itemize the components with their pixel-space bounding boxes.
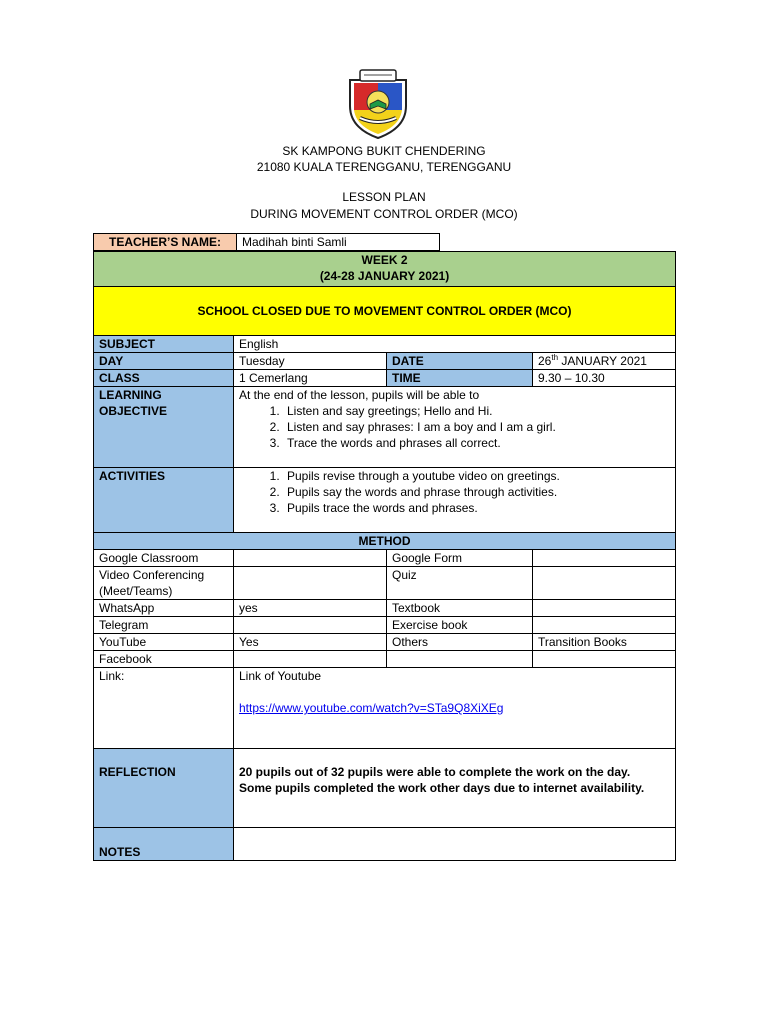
method-name: Google Classroom — [94, 550, 234, 567]
method-value — [533, 550, 676, 567]
doc-title: LESSON PLAN — [342, 190, 426, 204]
objective-content — [234, 387, 676, 468]
reflection-label: REFLECTION — [94, 749, 234, 828]
subject-label: SUBJECT — [94, 336, 234, 353]
objective-label — [94, 387, 234, 468]
week-cell — [94, 252, 676, 287]
method-row — [94, 600, 676, 617]
method-value: Transition Books — [533, 634, 676, 651]
method-value — [234, 617, 387, 634]
week-title: WEEK 2 — [361, 253, 408, 267]
notice-cell: SCHOOL CLOSED DUE TO MOVEMENT CONTROL ORDER (MCO) — [94, 287, 676, 336]
link-content — [234, 668, 676, 749]
school-crest-logo — [346, 66, 410, 140]
objective-item: 2. Listen and say phrases: I am a boy and I am a girl. — [283, 419, 670, 435]
class-label: CLASS — [94, 370, 234, 387]
method-value — [533, 617, 676, 634]
activity-item: 1. Pupils revise through a youtube video on greetings. — [283, 468, 670, 484]
method-row — [94, 651, 676, 668]
day-label: DAY — [94, 353, 234, 370]
method-value: Yes — [234, 634, 387, 651]
school-address: 21080 KUALA TERENGGANU, TERENGGANU — [256, 160, 512, 174]
link-title: Link of Youtube — [239, 669, 322, 683]
link-label: Link: — [94, 668, 234, 749]
objective-item: 3. Trace the words and phrases all correct. — [283, 435, 670, 451]
method-name: Telegram — [94, 617, 234, 634]
method-name: Exercise book — [387, 617, 533, 634]
method-row — [94, 617, 676, 634]
teacher-name-table — [93, 233, 440, 251]
reflection-row — [94, 749, 676, 828]
method-value — [234, 651, 387, 668]
method-value — [533, 600, 676, 617]
method-name: Others — [387, 634, 533, 651]
notice-row — [94, 287, 676, 336]
method-name: WhatsApp — [94, 600, 234, 617]
youtube-link[interactable]: https://www.youtube.com/watch?v=STa9Q8XiXEg — [239, 701, 504, 715]
activities-content — [234, 468, 676, 533]
school-name: SK KAMPONG BUKIT CHENDERING — [282, 144, 486, 158]
doc-subtitle: DURING MOVEMENT CONTROL ORDER (MCO) — [250, 207, 518, 221]
method-header-row — [94, 533, 676, 550]
activities-list — [239, 468, 670, 516]
subject-row — [94, 336, 676, 353]
method-row — [94, 634, 676, 651]
objective-label-line2: OBJECTIVE — [99, 404, 168, 418]
teacher-name-value: Madihah binti Samli — [237, 234, 440, 251]
method-value — [533, 651, 676, 668]
method-value: yes — [234, 600, 387, 617]
time-value: 9.30 – 10.30 — [533, 370, 676, 387]
method-name: Video Conferencing (Meet/Teams) — [94, 567, 234, 600]
reflection-line: 20 pupils out of 32 pupils were able to complete the work on the day. — [239, 765, 631, 779]
day-value: Tuesday — [234, 353, 387, 370]
objective-row — [94, 387, 676, 468]
date-rest: JANUARY 2021 — [558, 354, 647, 368]
method-name: YouTube — [94, 634, 234, 651]
teacher-name-label: TEACHER’S NAME: — [94, 234, 237, 251]
method-name: Facebook — [94, 651, 234, 668]
method-value — [533, 567, 676, 600]
lesson-plan-table — [93, 251, 676, 861]
time-label: TIME — [387, 370, 533, 387]
week-row — [94, 252, 676, 287]
date-label: DATE — [387, 353, 533, 370]
reflection-content — [234, 749, 676, 828]
notes-value — [234, 828, 676, 861]
subject-value: English — [234, 336, 676, 353]
method-name: Google Form — [387, 550, 533, 567]
activity-item: 3. Pupils trace the words and phrases. — [283, 500, 670, 516]
link-row — [94, 668, 676, 749]
reflection-line: Some pupils completed the work other days due to internet availability. — [239, 781, 645, 795]
method-row — [94, 567, 676, 600]
method-value — [234, 550, 387, 567]
date-day: 26 — [538, 354, 552, 368]
method-value — [234, 567, 387, 600]
method-name: Quiz — [387, 567, 533, 600]
objective-item: 1. Listen and say greetings; Hello and Hi. — [283, 403, 670, 419]
activities-label: ACTIVITIES — [94, 468, 234, 533]
day-row — [94, 353, 676, 370]
class-row — [94, 370, 676, 387]
method-header: METHOD — [94, 533, 676, 550]
date-value — [533, 353, 676, 370]
activities-row — [94, 468, 676, 533]
notes-label: NOTES — [94, 828, 234, 861]
notes-row — [94, 828, 676, 861]
activity-item: 2. Pupils say the words and phrase through activities. — [283, 484, 670, 500]
objective-label-line1: LEARNING — [99, 388, 162, 402]
week-range: (24-28 JANUARY 2021) — [319, 269, 450, 283]
objective-list — [239, 403, 670, 451]
method-name: Textbook — [387, 600, 533, 617]
method-row — [94, 550, 676, 567]
class-value: 1 Cemerlang — [234, 370, 387, 387]
method-name — [387, 651, 533, 668]
objective-intro: At the end of the lesson, pupils will be able to — [239, 388, 480, 402]
date-suffix: th — [551, 353, 559, 362]
